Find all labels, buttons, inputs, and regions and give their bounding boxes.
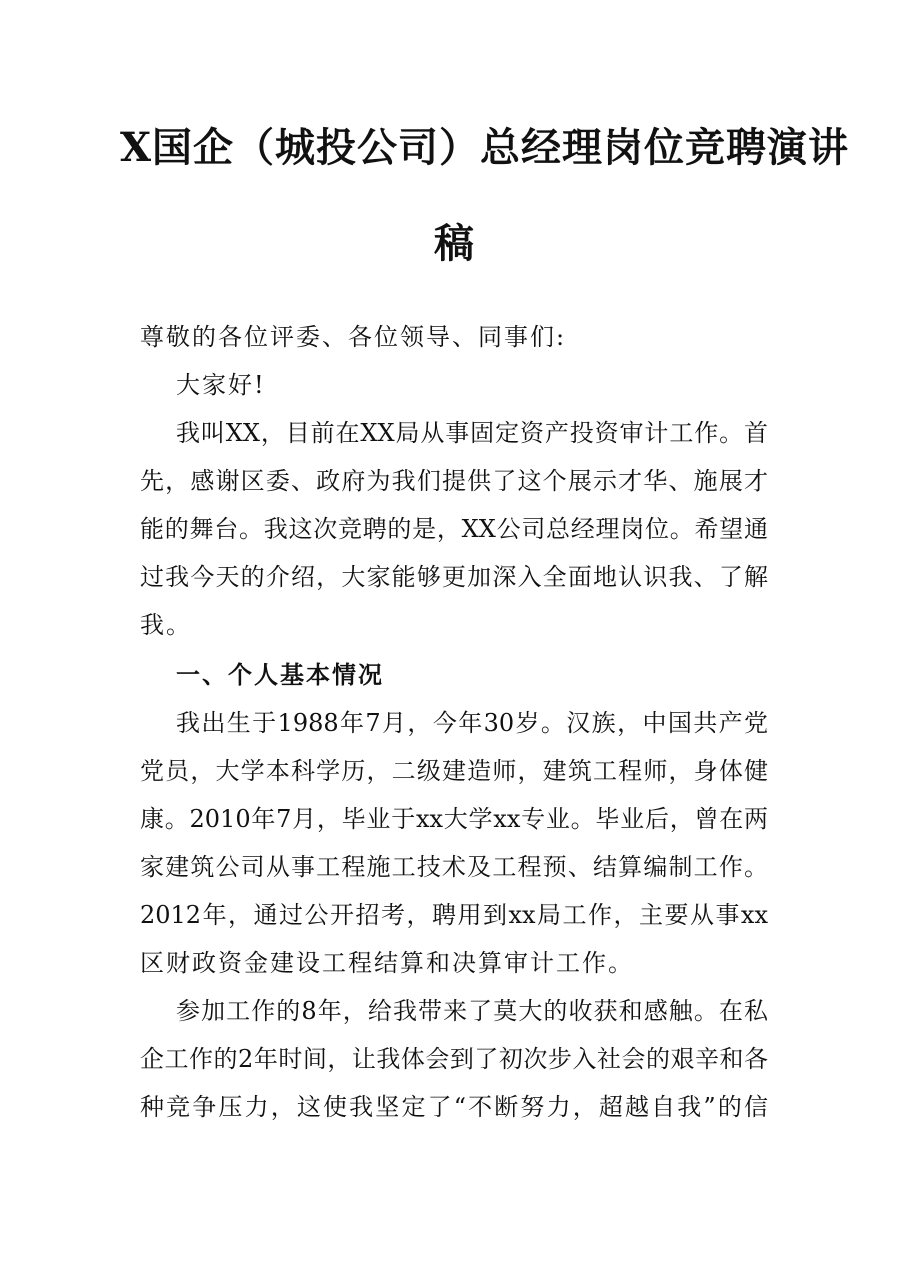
paragraph-line: 种竞争压力，这使我坚定了“不断努力，超越自我”的信 bbox=[140, 1093, 768, 1121]
intro-line: 我叫XX，目前在XX局从事固定资产投资审计工作。首 bbox=[176, 419, 768, 447]
intro-line: 先，感谢区委、政府为我们提供了这个展示才华、施展才 bbox=[140, 467, 768, 495]
paragraph-line: 区财政资金建设工程结算和决算审计工作。 bbox=[140, 949, 634, 977]
paragraph-line: 参加工作的8年，给我带来了莫大的收获和感触。在私 bbox=[176, 997, 768, 1025]
greeting: 大家好! bbox=[176, 371, 266, 399]
paragraph-line: 企工作的2年时间，让我体会到了初次步入社会的艰辛和各 bbox=[140, 1045, 768, 1073]
intro-line: 能的舞台。我这次竞聘的是，XX公司总经理岗位。希望通 bbox=[140, 515, 768, 543]
paragraph-line: 康。2010年7月，毕业于xx大学xx专业。毕业后，曾在两 bbox=[140, 805, 768, 833]
intro-line: 我。 bbox=[140, 611, 192, 639]
paragraph-line: 我出生于1988年7月，今年30岁。汉族，中国共产党 bbox=[176, 709, 768, 737]
paragraph-line: 党员，大学本科学历，二级建造师，建筑工程师，身体健 bbox=[140, 757, 768, 785]
document-title-line-2: 稿 bbox=[434, 220, 475, 267]
salutation: 尊敬的各位评委、各位领导、同事们: bbox=[140, 323, 567, 351]
paragraph-line: 2012年，通过公开招考，聘用到xx局工作，主要从事xx bbox=[140, 901, 768, 929]
document-title-line-1: X国企（城投公司）总经理岗位竞聘演讲 bbox=[120, 124, 850, 171]
intro-line: 过我今天的介绍，大家能够更加深入全面地认识我、了解 bbox=[140, 563, 768, 591]
paragraph-line: 家建筑公司从事工程施工技术及工程预、结算编制工作。 bbox=[140, 853, 768, 881]
section-heading: 一、个人基本情况 bbox=[176, 660, 384, 689]
